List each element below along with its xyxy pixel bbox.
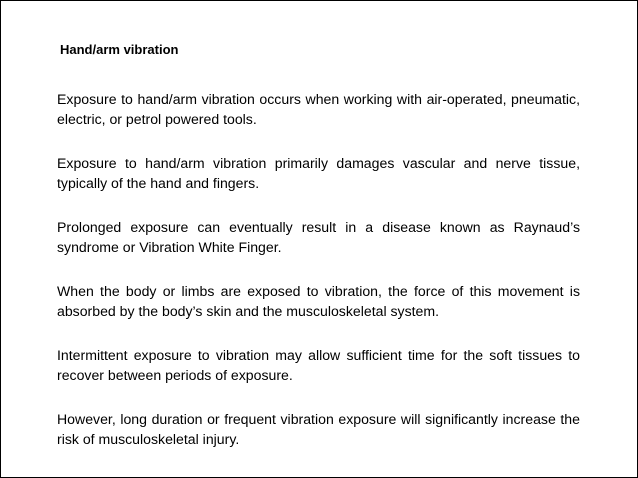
paragraph-raynauds-syndrome: Prolonged exposure can eventually result in a disease known as Raynaud’s syndrome or Vibration White Finger. xyxy=(57,219,580,255)
slide-title: Hand/arm vibration xyxy=(60,42,179,57)
paragraph-absorption: When the body or limbs are exposed to vibration, the force of this movement is absorbed by the body’s skin and the musculoskeletal system. xyxy=(57,283,580,319)
paragraph-tissue-damage: Exposure to hand/arm vibration primarily damages vascular and nerve tissue, typically of the hand and fingers. xyxy=(57,155,580,191)
paragraph-exposure-sources: Exposure to hand/arm vibration occurs when working with air-operated, pneumatic, electric, or petrol powered tools. xyxy=(57,91,580,127)
paragraph-injury-risk: However, long duration or frequent vibration exposure will significantly increase the risk of musculoskeletal injury. xyxy=(57,411,580,447)
paragraph-intermittent-exposure: Intermittent exposure to vibration may allow sufficient time for the soft tissues to recover between periods of exposure. xyxy=(57,347,580,383)
slide-body xyxy=(57,89,580,473)
